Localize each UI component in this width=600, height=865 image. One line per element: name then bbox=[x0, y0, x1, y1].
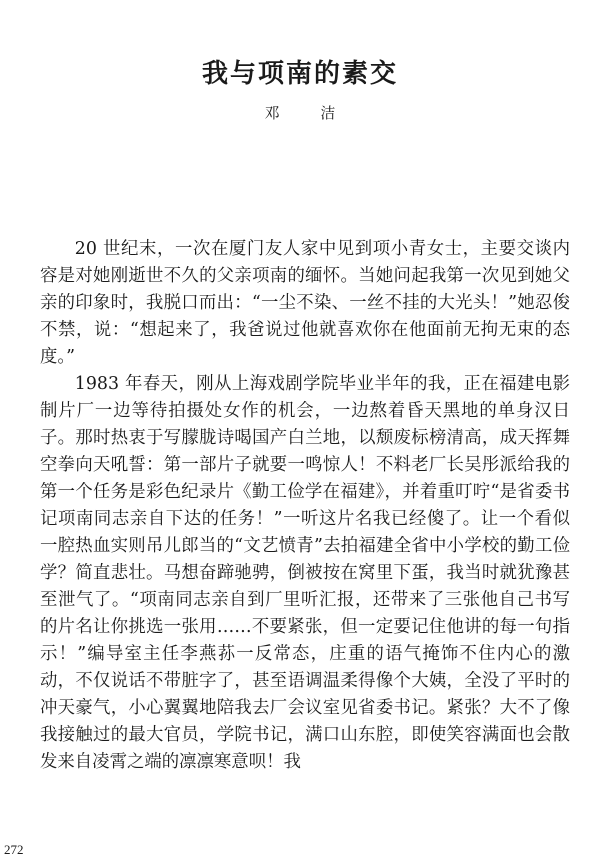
paragraph-2: 1983 年春天，刚从上海戏剧学院毕业半年的我，正在福建电影制片厂一边等待拍摄处女作的机会，一边熬着昏天黑地的单身汉日子。那时热衷于写朦胧诗喝国产白兰地，以颓废标榜清高，成天挥舞空拳向天吼誓：第一部片子就要一鸣惊人！不料老厂长吴彤派给我的第一个任务是彩色纪录片《勤工俭学在福建》，并着重叮咛“是省委书记项南同志亲自下达的任务！”一听这片名我已经傻了。让一个看似一腔热血实则吊儿郎当的“文艺愤青”去拍福建全省中小学校的勤工俭学？简直悲壮。马想奋蹄驰骋，倒被按在窝里下蛋，我当时就犹豫甚至泄气了。“项南同志亲自到厂里听汇报，还带来了三张他自己书写的片名让你挑选一张用……不要紧张，但一定要记住他讲的每一句指示！”编导室主任李燕荪一反常态，庄重的语气掩饰不住内心的激动，不仅说话不带脏字了，甚至语调温柔得像个大姨，全没了平时的冲天豪气，小心翼翼地陪我去厂会议室见省委书记。紧张？大不了像我接触过的最大官员，学院书记，满口山东腔，即使笑容满面也会散发来自凌霄之端的凛凛寒意呗！我 bbox=[40, 374, 570, 772]
page-number: 272 bbox=[4, 842, 24, 857]
paragraph-1: 20 世纪末，一次在厦门友人家中见到项小青女士，主要交谈内容是对她刚逝世不久的父亲项南的缅怀。当她问起我第一次见到她父亲的印象时，我脱口而出：“一尘不染、一丝不挂的大光头！”她忍俊不禁，说：“想起来了，我爸说过他就喜欢你在他面前无拘无束的态度。” bbox=[40, 239, 570, 367]
article-body bbox=[40, 236, 570, 776]
article-title: 我与项南的素交 bbox=[201, 59, 398, 90]
article-author: 邓 洁 bbox=[264, 104, 354, 122]
